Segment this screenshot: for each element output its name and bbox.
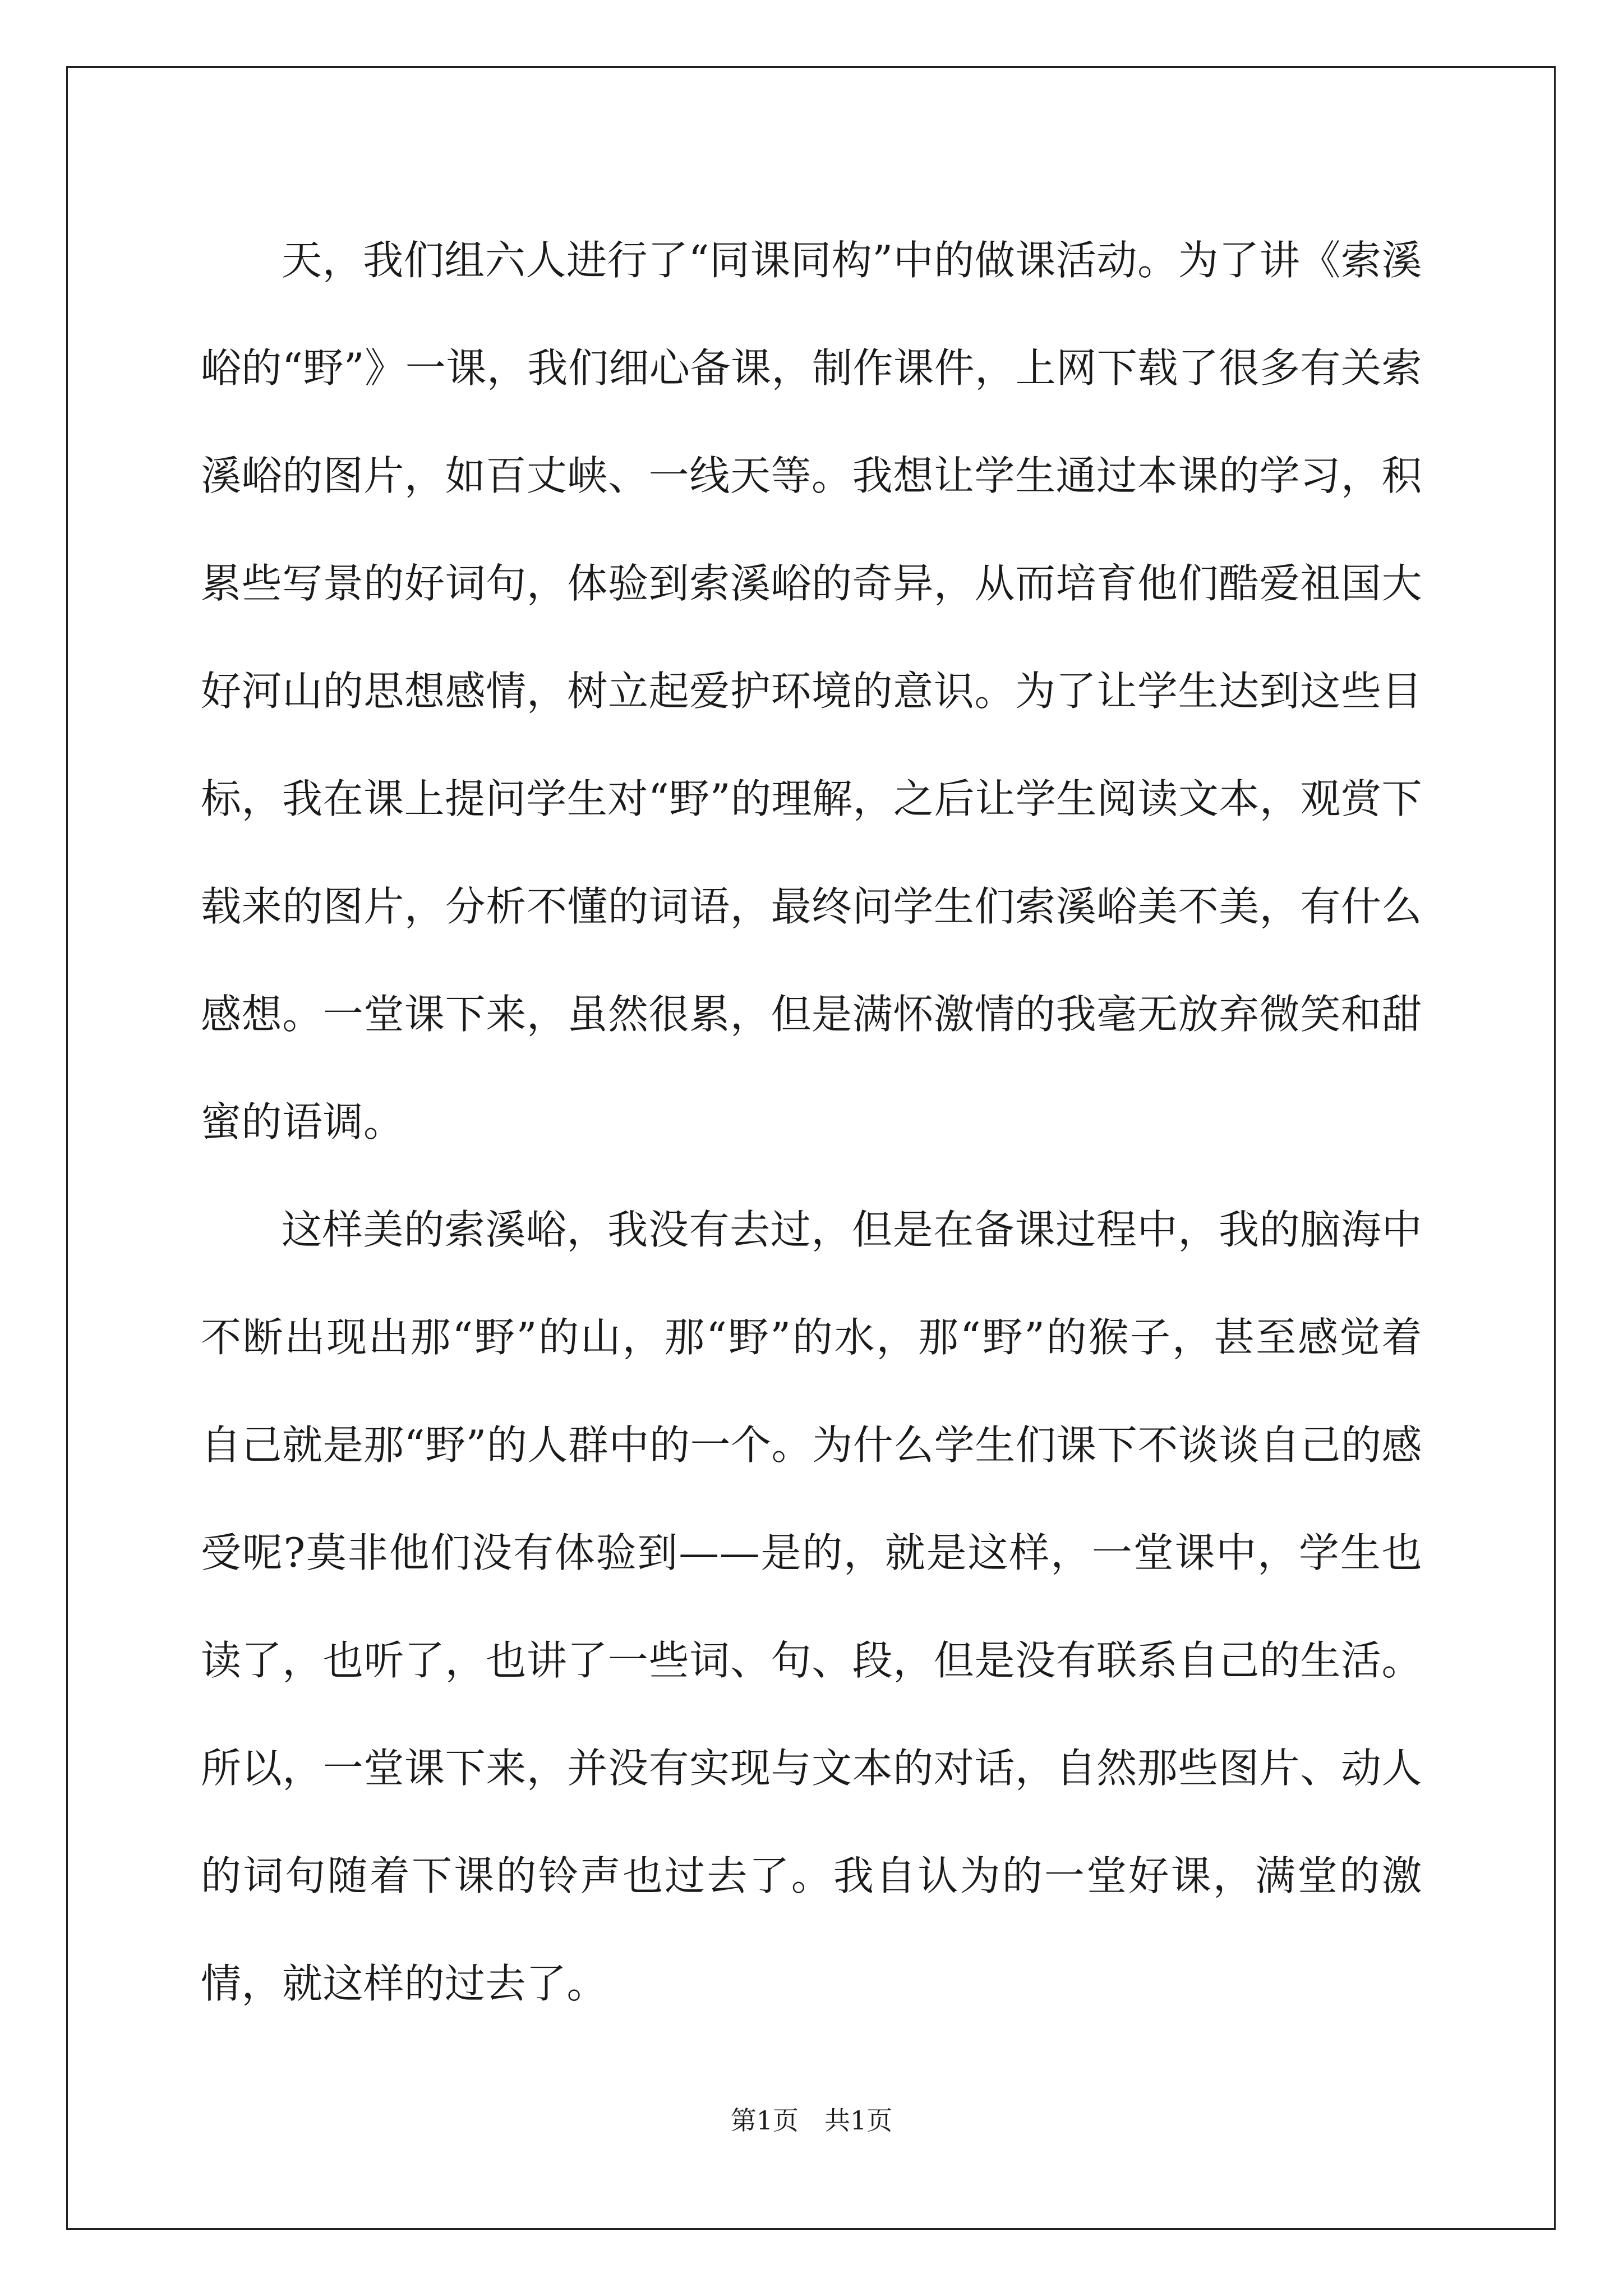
paragraph-1: 天，我们组六人进行了“同课同构”中的做课活动。为了讲《索溪峪的“野”》一课，我们细心备课，制作课件，上网下载了很多有关索溪峪的图片，如百丈峡、一线天等。我想让学生通过本课的学习，积累些写景的好词句，体验到索溪峪的奇异，从而培育他们酷爱祖国大好河山的思想感情，树立起爱护环境的意识。为了让学生达到这些目标，我在课上提问学生对“野”的理解，之后让学生阅读文本，观赏下载来的图片，分析不懂的词语，最终问学生们索溪峪美不美，有什么感想。一堂课下来，虽然很累，但是满怀激情的我毫无放弃微笑和甜蜜的语调。: [201, 237, 1422, 1145]
paragraph-2: 这样美的索溪峪，我没有去过，但是在备课过程中，我的脑海中不断出现出那“野”的山，那“野”的水，那“野”的猴子，甚至感觉着自己就是那“野”的人群中的一个。为什么学生们课下不谈谈自己的感受呢?莫非他们没有体验到——是的，就是这样，一堂课中，学生也读了，也听了，也讲了一些词、句、段，但是没有联系自己的生活。所以，一堂课下来，并没有实现与文本的对话，自然那些图片、动人的词句随着下课的铃声也过去了。我自认为的一堂好课，满堂的激情，就这样的过去了。: [201, 1206, 1422, 2007]
page-number-footer: 第1页 共1页: [730, 2105, 893, 2136]
document-body: [201, 206, 1422, 2037]
